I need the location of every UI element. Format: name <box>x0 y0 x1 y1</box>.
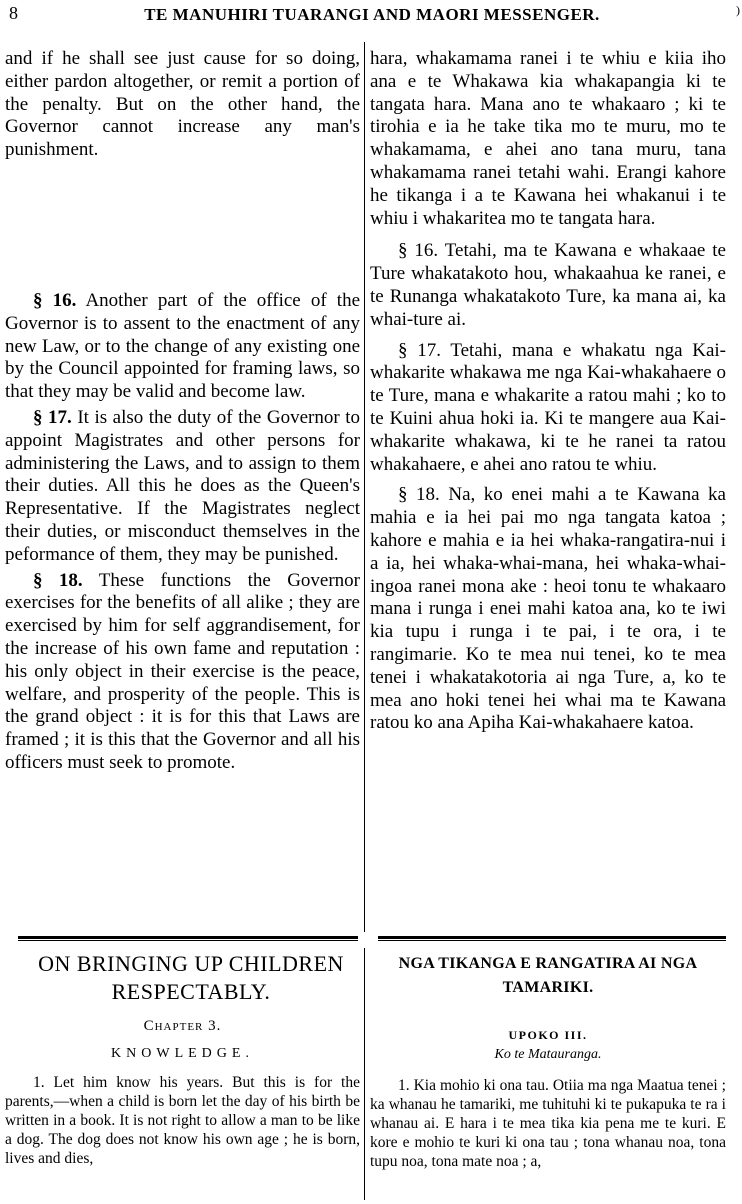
corner-mark: ) <box>736 3 740 17</box>
maori-paragraph: hara, whakamama ranei i te whiu e kiia iho ana e te Whakawa kia whakapangia ki te tangata hara. Mana ano te whakaaro ; ki te tirohia e ia he take tika mo te muru, mo te whakamama, e ahei ano tana muru, tana whakamama ranei tetahi wahi. Erangi kahore he tikanga i a te Kawana hei whakanui i te whiu i whakaritea mo te tangata hara. <box>370 48 726 229</box>
maori-column-bottom <box>370 1076 726 1171</box>
maori-chapter-label: UPOKO III. <box>508 1028 588 1042</box>
section-rule-right <box>378 936 726 941</box>
page-number: 8 <box>9 3 18 23</box>
maori-paragraph: § 17. Tetahi, mana e whakatu nga Kai-whakarite whakawa me nga Kai-whakahaere o te Ture, mana e whakarite a ratou mahi ; ko to te Kuini ahua hoki ia. Ki te mangere aua Kai-whakarite whakawa, ki te he ranei ta ratou whakahaere, e ahei ano ratou te whiu. <box>370 339 726 475</box>
english-column-bottom <box>5 1073 360 1168</box>
maori-article-paragraph: 1. Kia mohio ki ona tau. Otiia ma nga Maatua tenei ; ka whanau he tamariki, me tuhituhi ki te pukapuka te ra i whanau ai. E hara i te mea tika kia pena me te kuri. E kore e mohio te kuri ki ona tau ; tona whanau noa, tona tupu noa, tona mate noa ; a, <box>370 1077 726 1170</box>
english-chapter-label: Chapter 3. <box>143 1018 222 1034</box>
english-column-top <box>5 48 360 775</box>
maori-paragraph: § 16. Tetahi, ma te Kawana e whakaae te Ture whakatakoto hou, whakaahua ke ranei, e te Runanga whakatakoto Ture, ka mana ai, ka whai-ture ai. <box>370 240 726 330</box>
page-header <box>0 3 742 29</box>
english-topic-label: KNOWLEDGE. <box>111 1046 254 1061</box>
maori-column-top <box>370 48 726 735</box>
maori-paragraph: § 18. Na, ko enei mahi a te Kawana ka mahia e ia hei pai mo nga tangata katoa ; kahore e mahia e ia hei whaka-rangatira-nui i a ia, hei whaka-whai-mana, hei whaka-whai-ingoa ranei mona ake : heoi tonu te whakaaro mana i runga i enei mahi katoa ana, ko te iwi kia tupu i runga i te pai, i te ora, i te rangimarie. Ko te mea nui tenei, ko te mea tenei i whakatakotoria ai nga Ture, a, ko te mea ano hoki tenei hei whai ma te Kawana ratou ko ana Apiha Kai-whakahaere katoa. <box>370 484 726 734</box>
english-article-paragraph: 1. Let him know his years. But this is for the parents,—when a child is born let the day of his birth be written in a book. It is not right to allow a man to be like a dog. The dog does not know his own age ; he is born, lives and dies, <box>5 1074 360 1167</box>
english-paragraph: § 16. Another part of the office of the Governor is to assent to the enactment of any new Law, or to the change of any existing one by the Council appointed for framing laws, so that they may be valid and become law. <box>5 289 361 403</box>
running-title: TE MANUHIRI TUARANGI AND MAORI MESSENGER. <box>144 5 600 24</box>
maori-article-heading: NGA TIKANGA E RANGATIRA AI NGA TAMARIKI. <box>398 955 698 996</box>
english-paragraph: § 17. It is also the duty of the Governor to appoint Magistrates and other persons for administering the Laws, and to assign to them their duties. All this he does as the Queen's Representative. If the Magistrates neglect their duties, or misconduct themselves in the peformance of them, they may be punished. <box>5 406 361 565</box>
english-paragraph: and if he shall see just cause for so doing, either pardon altogether, or remit a portion of the penalty. But on the other hand, the Governor cannot increase any man's punishment. <box>5 48 360 161</box>
column-divider-bottom <box>364 948 365 1200</box>
column-divider-top <box>364 42 365 932</box>
english-paragraph: § 18. These functions the Governor exercises for the benefits of all alike ; they are exercised by him for self aggrandisement, for the increase of his own fame and reputation : his only object in their exercise is the peace, welfare, and prosperity of the people. This is the grand object : it is for this that Laws are framed ; it is this that the Governor and all his officers must seek to promote. <box>5 569 360 773</box>
english-article-heading: ON BRINGING UP CHILDREN RESPECTABLY. <box>38 951 344 1004</box>
maori-topic-label: Ko te Matauranga. <box>494 1047 602 1062</box>
section-rule-left <box>18 936 358 941</box>
